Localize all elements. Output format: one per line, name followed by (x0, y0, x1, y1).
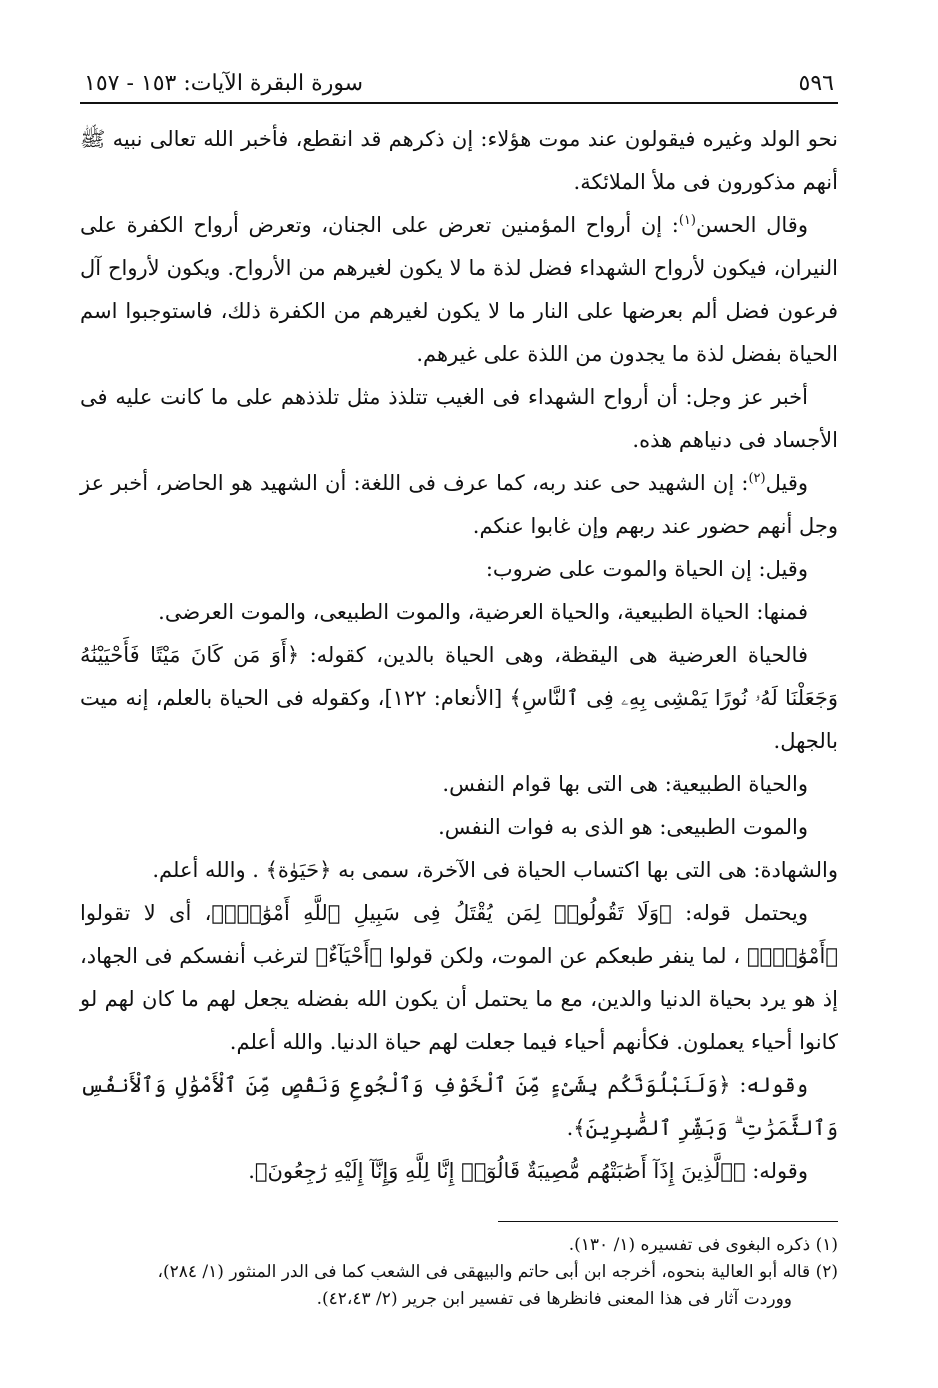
footnote: (٢) قاله أبو العالية بنحوه، أخرجه ابن أبى حاتم والبيهقى فى الشعب كما فى الدر المنثور (١/ ٢٨٤)، (157, 1262, 838, 1282)
header-rule (80, 102, 838, 104)
paragraph-text: : إن أرواح المؤمنين تعرض على الجنان، وتعرض أرواح الكفرة على النيران، فيكون لأرواح الشهداء فضل لذة ما لا يكون لغيرهم من الأرواح. ويكون لأرواح آل فرعون فضل ألم بعرضها على النار ما لا يكون لغيرهم من الكفرة ذلك، فاستوجبوا اسم الحياة بفضل لذة ما يجدون من اللذة على غيرهم. (80, 213, 838, 366)
footnote-ref: (١) (678, 213, 696, 228)
paragraph: وقوله: ﴿ٱلَّذِينَ إِذَآ أَصَٰبَتْهُم مُّصِيبَةٌ قَالُوٓا۟ إِنَّا لِلَّهِ وَإِنَّآ إِلَيْهِ رَٰجِعُونَ﴾. (248, 1159, 808, 1183)
page-number: ٥٩٦ (798, 71, 834, 96)
paragraph-line: أنهم مذكورون فى ملأ الملائكة. (573, 170, 838, 194)
footnote-ref: (٢) (748, 471, 766, 486)
paragraph-line: نحو الولد وغيره فيقولون عند موت هؤلاء: إن ذكرهم قد انقطع، فأخبر الله تعالى نبيه ﷺ (80, 127, 838, 151)
footnote: (١) ذكره البغوى فى تفسيره (١/ ١٣٠). (568, 1235, 838, 1255)
paragraph: والموت الطبيعى: هو الذى به فوات النفس. (438, 815, 808, 839)
paragraph (80, 118, 838, 204)
main-text (80, 118, 838, 1193)
paragraph (80, 462, 838, 548)
running-title: سورة البقرة الآيات: ١٥٣ - ١٥٧ (84, 71, 364, 96)
paragraph: أخبر عز وجل: أن أرواح الشهداء فى الغيب تتلذذ مثل تلذذهم على ما كانت عليه فى الأجساد فى دنياهم هذه. (80, 385, 838, 452)
footnote-rule (498, 1221, 838, 1222)
book-page (80, 60, 838, 1350)
paragraph: فالحياة العرضية هى اليقظة، وهى الحياة بالدين، كقوله: ﴿أَوَ مَن كَانَ مَيْتًا فَأَحْيَيْنَٰهُ وَجَعَلْنَا لَهُۥ نُورًا يَمْشِى بِهِۦ فِى ٱلنَّاسِ﴾ [الأنعام: ١٢٢]، وكقوله فى الحياة بالعلم، إنه ميت بالجهل. (80, 643, 838, 753)
paragraph: ويحتمل قوله: ﴿وَلَا تَقُولُوا۟ لِمَن يُقْتَلُ فِى سَبِيلِ ٱللَّهِ أَمْوَٰتٌۢ﴾، أى لا تقولوا ﴿أَمْوَٰتٌۢ﴾ ، لما ينفر طبعكم عن الموت، ولكن قولوا ﴿أَحْيَآءٌ﴾ لترغب أنفسكم فى الجهاد، إذ هو يرد بحياة الدنيا والدين، مع ما يحتمل أن يكون الله بفضله يجعل لهم ما كان لهم لو كانوا أحياء يعملون. فكأنهم أحياء فيما جعلت لهم حياة الدنيا. والله أعلم. (80, 901, 838, 1054)
footnotes (80, 1232, 838, 1313)
paragraph: والشهادة: هى التى بها اكتساب الحياة فى الآخرة، سمى به ﴿حَيَوٰة﴾ . والله أعلم. (152, 858, 838, 882)
running-header (80, 60, 838, 96)
paragraph (80, 204, 838, 376)
paragraph-text: : إن الشهيد حى عند ربه، كما عرف فى اللغة: أن الشهيد هو الحاضر، أخبر عز وجل أنهم حضور عند ربهم وإن غابوا عنكم. (80, 471, 838, 538)
footnote-continuation: ووردت آثار فى هذا المعنى فانظرها فى تفسير ابن جرير (٢/ ٤٢،٤٣). (316, 1289, 792, 1309)
paragraph-text: وقال الحسن (695, 213, 808, 237)
paragraph: وقيل: إن الحياة والموت على ضروب: (485, 557, 808, 581)
paragraph-text: وقيل (765, 471, 808, 495)
paragraph: فمنها: الحياة الطبيعية، والحياة العرضية، والموت الطبيعى، والموت العرضى. (158, 600, 808, 624)
paragraph: وقوله: ﴿وَلَنَبْلُوَنَّكُم بِشَىْءٍ مِّنَ ٱلْخَوْفِ وَٱلْجُوعِ وَنَقْصٍ مِّنَ ٱلْأَمْوَٰلِ وَٱلْأَنفُسِ وَٱلثَّمَرَٰتِ ۗ وَبَشِّرِ ٱلصَّٰبِرِينَ﴾. (80, 1073, 838, 1140)
paragraph: والحياة الطبيعية: هى التى بها قوام النفس. (442, 772, 808, 796)
